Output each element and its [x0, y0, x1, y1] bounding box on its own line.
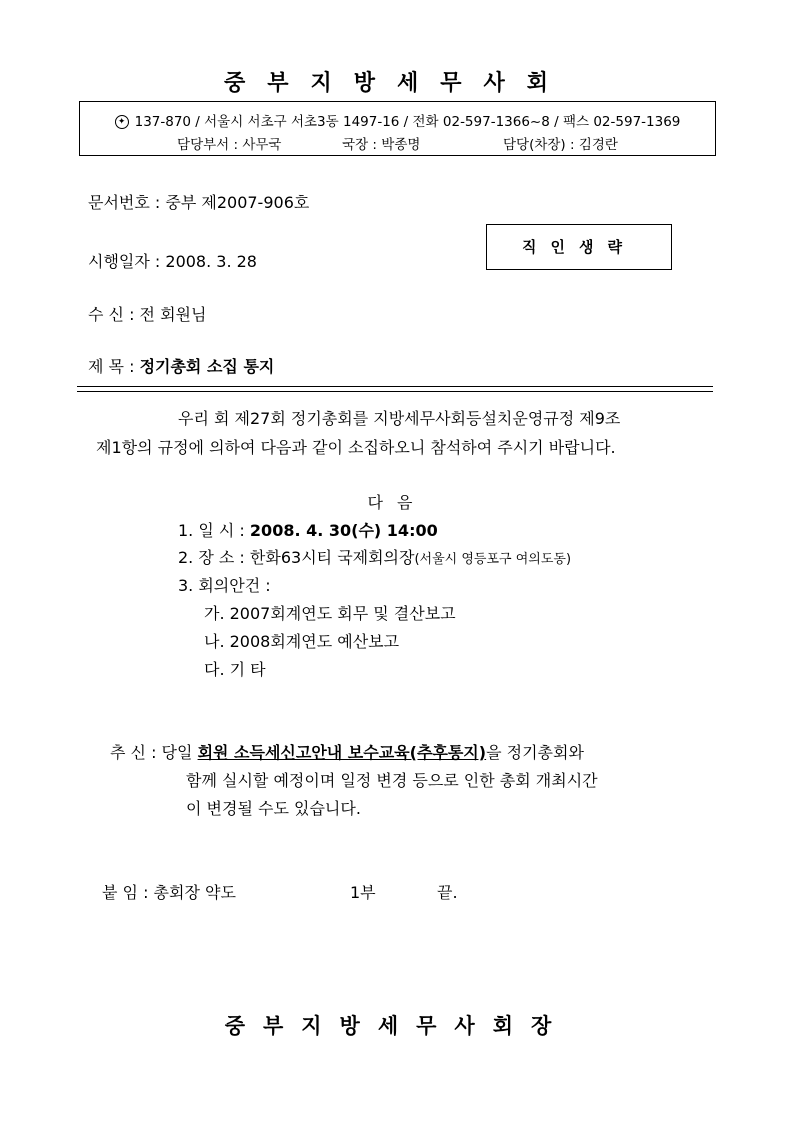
agenda-item-a: 가. 2007회계연도 회무 및 결산보고 [204, 604, 456, 623]
signature-title: 중부지방세무사회장 [224, 1013, 570, 1038]
item-datetime [178, 518, 438, 541]
contact-info-box [79, 101, 716, 156]
address-line [80, 110, 715, 130]
contact-persons-line [80, 133, 715, 153]
seal-omitted-box: 직인생략 [486, 224, 672, 270]
postscript-line3: 이 변경될 수도 있습니다. [186, 799, 361, 818]
postscript-highlight: 회원 소득세신고안내 보수교육(추후통지) [197, 743, 487, 762]
postscript-line1 [110, 740, 584, 763]
document-number: 문서번호 : 중부 제2007-906호 [88, 193, 310, 212]
address-text: 137-870 / 서울시 서초구 서초3동 1497-16 / 전화 02-597-1366~8 / 팩스 02-597-1369 [134, 114, 681, 130]
item-location-note: (서울시 영등포구 여의도동) [414, 552, 572, 567]
recipient: 수 신 : 전 회원님 [88, 305, 207, 324]
emblem-icon: ✦ [115, 115, 129, 129]
department: 담당부서 : 사무국 [177, 137, 282, 153]
postscript-label: 추 신 : 당일 [110, 743, 198, 762]
agenda-item-c: 다. 기 타 [204, 660, 266, 679]
item-datetime-value: 2008. 4. 30(수) 14:00 [249, 521, 438, 540]
manager: 담당(차장) : 김경란 [503, 137, 618, 153]
director: 국장 : 박종명 [342, 137, 421, 153]
subject-value: 정기총회 소집 통지 [139, 357, 275, 376]
item-datetime-label: 1. 일 시 : [178, 521, 250, 540]
subject [88, 354, 274, 377]
document-end-mark: 끝. [437, 883, 458, 902]
body-paragraph-line1: 우리 회 제27회 정기총회를 지방세무사회등설치운영규정 제9조 [178, 409, 621, 428]
attachment-count: 1부 [350, 883, 376, 902]
organization-title: 중부지방세무사회 [223, 70, 571, 96]
subject-label: 제 목 : [88, 357, 140, 376]
item-location [178, 545, 571, 568]
body-paragraph-line2: 제1항의 규정에 의하여 다음과 같이 소집하오니 참석하여 주시기 바랍니다. [96, 438, 616, 457]
postscript-rest: 을 정기총회와 [486, 743, 584, 762]
details-heading: 다음 [367, 493, 427, 512]
postscript-line2: 함께 실시할 예정이며 일정 변경 등으로 인한 총회 개최시간 [186, 771, 598, 790]
item-agenda: 3. 회의안건 : [178, 576, 271, 595]
issue-date: 시행일자 : 2008. 3. 28 [88, 252, 257, 271]
attachment-label: 붙 임 : 총회장 약도 [102, 883, 236, 902]
item-location-label: 2. 장 소 : [178, 548, 250, 567]
agenda-item-b: 나. 2008회계연도 예산보고 [204, 632, 400, 651]
double-divider [77, 386, 713, 392]
item-location-value: 한화63시티 국제회의장 [249, 548, 415, 567]
